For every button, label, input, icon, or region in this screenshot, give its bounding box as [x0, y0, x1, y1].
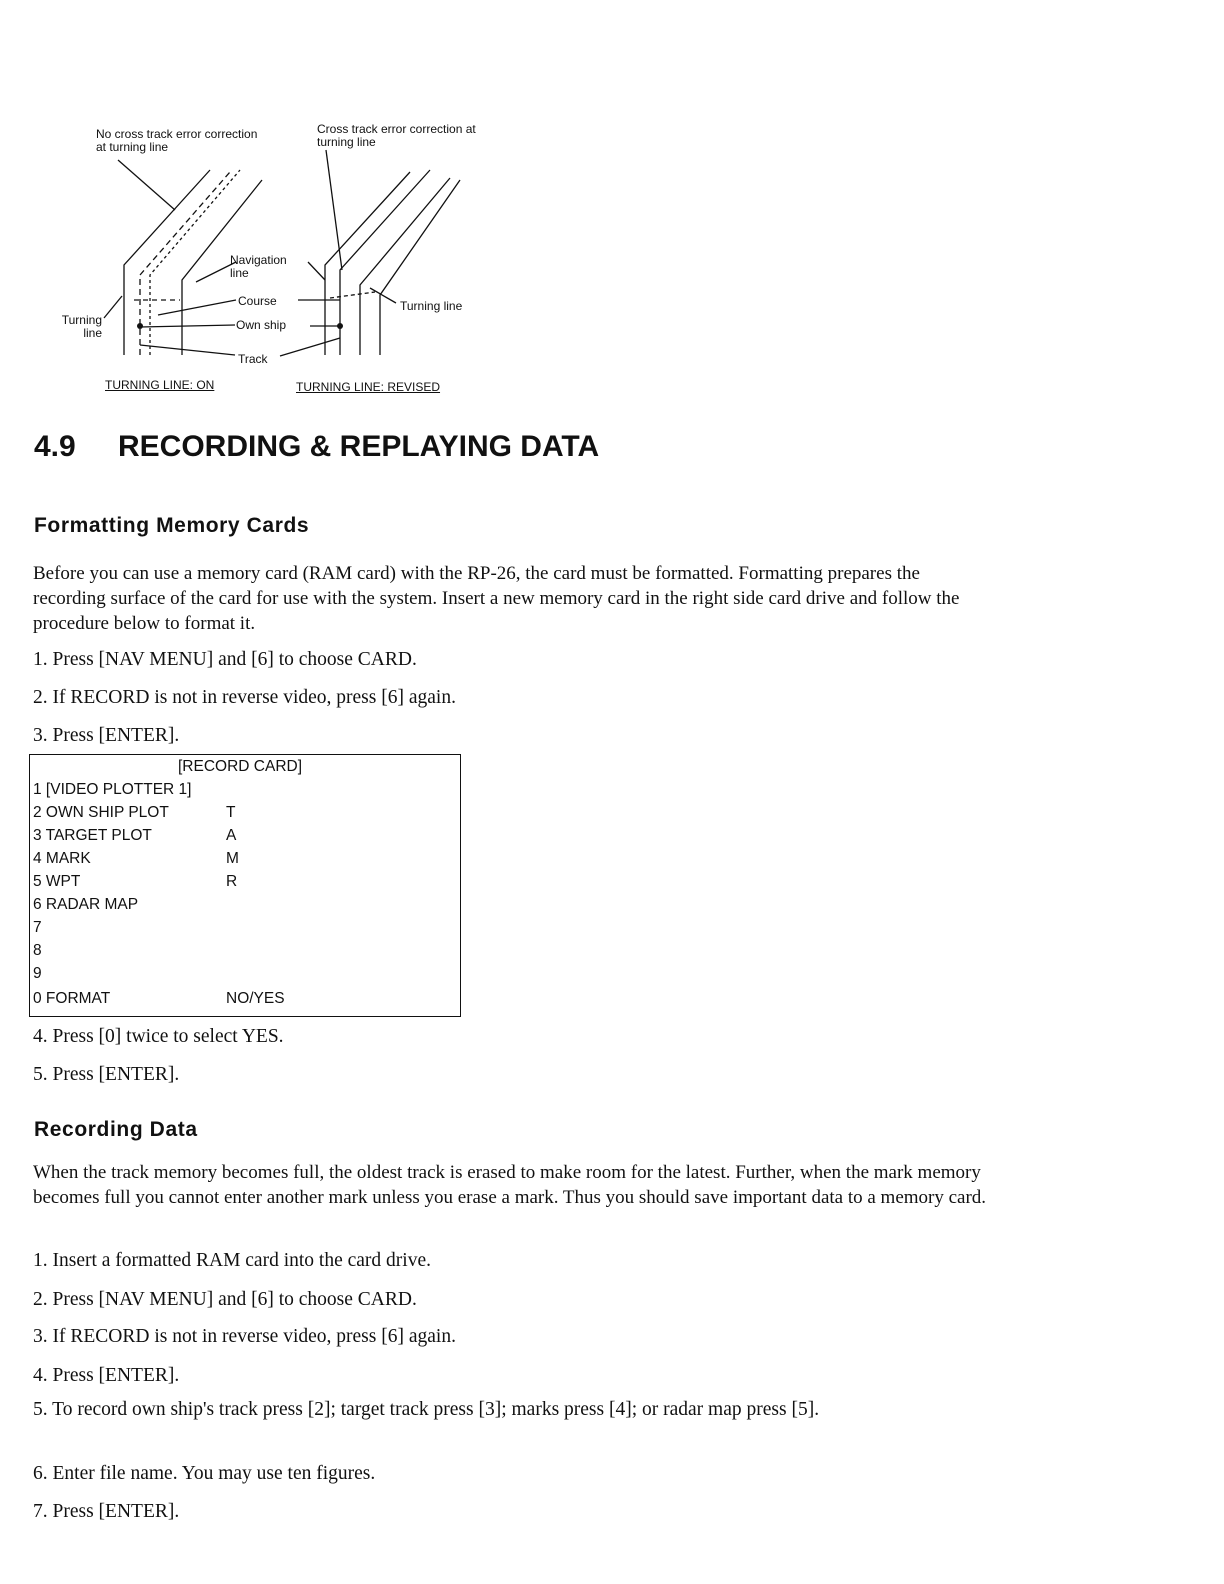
formatting-step-1: 1. Press [NAV MENU] and [6] to choose CARD. [33, 649, 417, 670]
menu-row [33, 804, 453, 826]
recording-step-7: 7. Press [ENTER]. [33, 1501, 180, 1522]
formatting-step-4: 4. Press [0] twice to select YES. [33, 1026, 284, 1047]
menu-row-value: NO/YES [226, 990, 285, 1007]
formatting-step-2: 2. If RECORD is not in reverse video, press [6] again. [33, 687, 456, 708]
menu-row [33, 827, 453, 849]
label-track: Track [238, 352, 268, 366]
formatting-intro: Before you can use a memory card (RAM card) with the RP-26, the card must be formatted. Formatting prepares the recording surface of the card for use with the system. Insert a new memory card in the right side card drive and follow the procedure below to format it. [33, 563, 960, 634]
leader-correction [326, 150, 342, 270]
right-track-line-2 [380, 180, 463, 355]
menu-row-value: M [226, 850, 239, 867]
left-course-dashed [140, 172, 230, 355]
formatting-heading: Formatting Memory Cards [34, 514, 310, 537]
label-correction: Cross track error correction at turning line [317, 122, 476, 149]
menu-row [33, 850, 453, 872]
recording-step-4: 4. Press [ENTER]. [33, 1365, 180, 1386]
caption-turning-line-on: TURNING LINE: ON [105, 378, 215, 392]
menu-row-label: 3 TARGET PLOT [33, 827, 152, 844]
record-card-menu [29, 754, 461, 1017]
menu-row [33, 965, 453, 987]
caption-turning-line-revised: TURNING LINE: REVISED [296, 380, 441, 394]
left-course-dotted [150, 170, 240, 355]
menu-row-label: 8 [33, 942, 42, 959]
menu-row [33, 990, 453, 1012]
leader-course-left [158, 300, 236, 315]
leader-track-left [140, 345, 235, 355]
menu-row-label: 9 [33, 965, 42, 982]
menu-row-label: 1 [VIDEO PLOTTER 1] [33, 781, 192, 798]
label-no-correction: No cross track error correction at turning line [96, 127, 258, 154]
menu-row [33, 919, 453, 941]
label-course: Course [238, 294, 277, 308]
menu-row-label: 4 MARK [33, 850, 91, 867]
own-ship-marker-left [137, 323, 143, 329]
section-title: RECORDING & REPLAYING DATA [118, 430, 600, 463]
menu-row-label: 5 WPT [33, 873, 81, 890]
menu-row [33, 896, 453, 918]
menu-row-label: 7 [33, 919, 42, 936]
leader-own-ship-left [140, 325, 235, 327]
left-track-line-1 [124, 170, 210, 355]
formatting-step-5: 5. Press [ENTER]. [33, 1064, 180, 1085]
recording-step-1: 1. Insert a formatted RAM card into the card drive. [33, 1250, 431, 1271]
right-navigation-line [340, 170, 430, 355]
menu-row-value: R [226, 873, 238, 890]
turning-line-figure [40, 110, 560, 410]
menu-row [33, 781, 453, 803]
menu-row-value: A [226, 827, 237, 844]
menu-row-label: 2 OWN SHIP PLOT [33, 804, 169, 821]
recording-step-3: 3. If RECORD is not in reverse video, press [6] again. [33, 1326, 456, 1347]
menu-row-label: 0 FORMAT [33, 990, 111, 1007]
formatting-step-3: 3. Press [ENTER]. [33, 725, 180, 746]
recording-step-2: 2. Press [NAV MENU] and [6] to choose CARD. [33, 1289, 417, 1310]
recording-step-5: 5. To record own ship's track press [2]; target track press [3]; marks press [4]; or radar map press [5]. [33, 1399, 820, 1420]
label-turning-line-right: Turning line [400, 299, 463, 313]
leader-nav-right [308, 262, 325, 280]
menu-row-value: T [226, 804, 236, 821]
section-number: 4.9 [34, 430, 76, 463]
label-turning-line-left: Turning line [61, 313, 102, 340]
recording-step-6: 6. Enter file name. You may use ten figures. [33, 1463, 376, 1484]
recording-intro: When the track memory becomes full, the oldest track is erased to make room for the latest. Further, when the mark memory becomes full you cannot enter another mark unless you erase a mark. Thus you should save important data to a memory card. [33, 1162, 987, 1208]
menu-title: [RECORD CARD] [178, 758, 303, 775]
leader-no-correction [118, 160, 175, 210]
right-turning-line [330, 292, 375, 298]
section-heading [34, 430, 599, 464]
label-own-ship: Own ship [236, 318, 287, 332]
menu-row [33, 873, 453, 895]
menu-row-label: 6 RADAR MAP [33, 896, 139, 913]
leader-track-right [280, 338, 340, 356]
turning-line-diagram [40, 110, 560, 410]
own-ship-marker-right [337, 323, 343, 329]
recording-heading: Recording Data [34, 1118, 198, 1141]
leader-turning-left [104, 296, 122, 318]
right-course-line [360, 178, 450, 355]
menu-row [33, 942, 453, 964]
label-navigation-line: Navigation line [230, 253, 287, 280]
